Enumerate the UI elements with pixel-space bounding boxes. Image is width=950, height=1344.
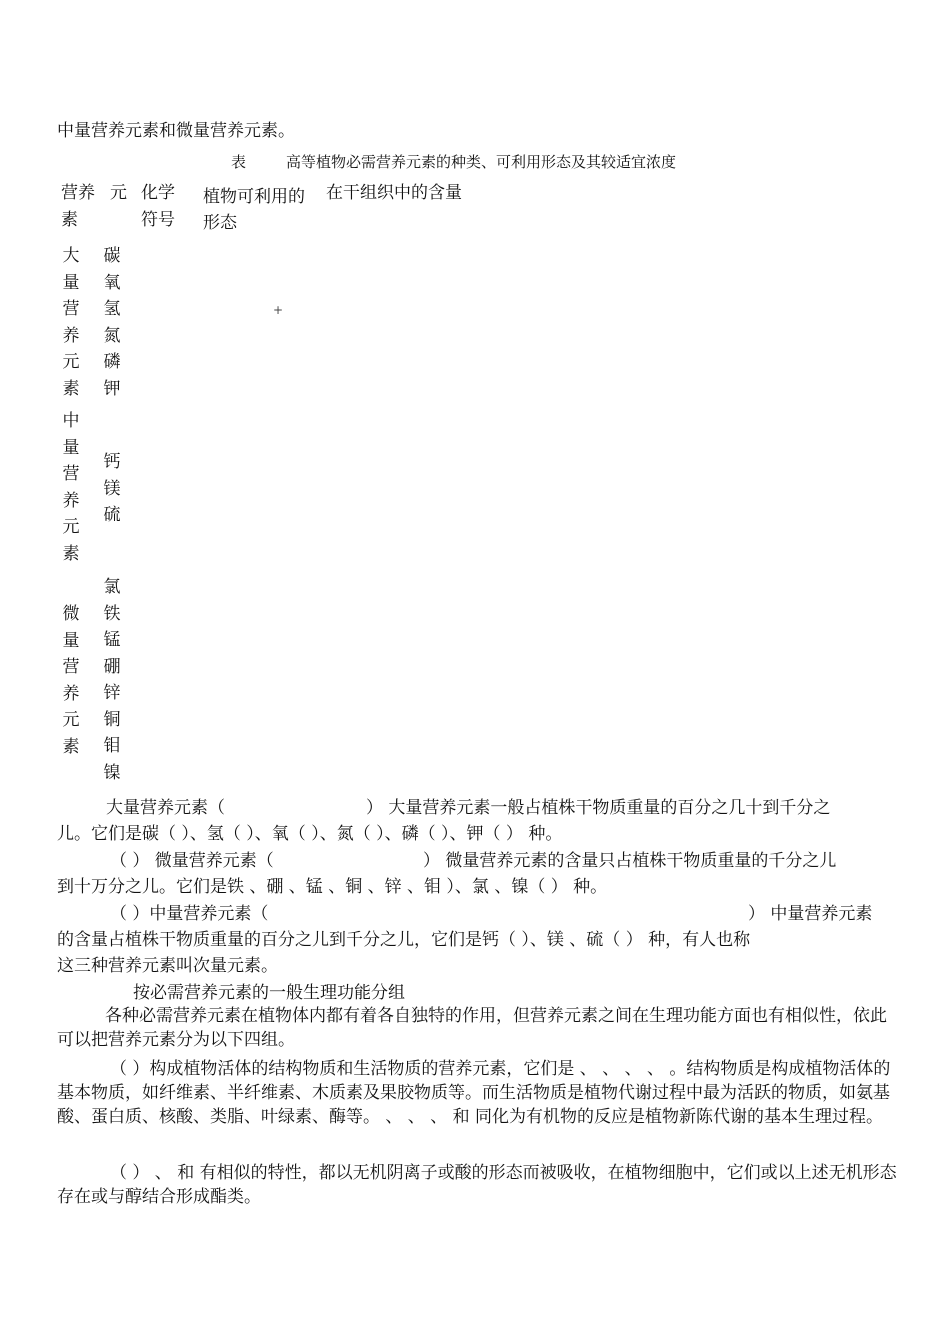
group-name-char: 养 xyxy=(62,683,80,704)
group-name-char: 元 xyxy=(62,517,80,537)
element-cell: 硫 xyxy=(103,505,121,525)
group-name-char: 元 xyxy=(62,352,80,372)
element-cell: 锰 xyxy=(103,630,121,650)
group-name-char: 量 xyxy=(62,437,80,458)
function-para-2: （ ）构成植物活体的结构物质和生活物质的营养元素，它们是 、 、 、 、 。结构物质是构成植物活体的基本物质，如纤维素、半纤维素、木质素及果胶物质等。而生活物质是植物代谢过程中最为活跃的物质，如氨基酸、蛋白质、核酸、类脂、叶绿素、酶等。 、 、 、 和 同化为有机物的反应是植物新陈代谢的基本生理过程。 xyxy=(57,1059,891,1127)
header-content: 在干组织中的含量 xyxy=(326,183,462,203)
medium-para-line1-a: （ ）中量营养元素（ xyxy=(110,904,269,924)
group-name-char: 营 xyxy=(62,299,80,319)
macro-para-line1-b: ） 大量营养元素一般占植株干物质重量的百分之几十到千分之 xyxy=(366,798,831,818)
element-cell: 锌 xyxy=(103,683,121,703)
element-cell: 铁 xyxy=(103,603,121,624)
macro-para-line2: 儿。它们是碳（ ）、氢（ ）、氧（ ）、氮（ ）、磷（ ）、钾（ ） 种。 xyxy=(57,824,563,844)
table-caption-title: 高等植物必需营养元素的种类、可利用形态及其较适宜浓度 xyxy=(286,153,677,171)
header-nutrient-line1: 营养 xyxy=(61,183,95,203)
macro-para-line1-a: 大量营养元素（ xyxy=(106,798,225,818)
medium-para-line2: 的含量占植株干物质重量的百分之儿到千分之儿，它们是钙（ ）、镁 、硫（ ） 种，有人也称 xyxy=(57,930,751,950)
header-form-line2: 形态 xyxy=(203,213,237,233)
group-name-char: 养 xyxy=(62,325,80,346)
group-name-micro xyxy=(60,601,82,760)
intro-line: 中量营养元素和微量营养元素。 xyxy=(57,121,295,141)
element-cell: 氧 xyxy=(103,272,121,293)
group-name-char: 素 xyxy=(62,543,80,564)
micro-para-line2: 到十万分之儿。它们是铁 、硼 、锰 、铜 、锌 、钼 ）、氯 、镍（ ） 种。 xyxy=(57,877,608,897)
element-cell: 钼 xyxy=(103,736,121,756)
element-cell: 钾 xyxy=(103,378,121,399)
header-element: 元 xyxy=(110,183,127,203)
group-name-char: 微 xyxy=(62,604,80,624)
group-name-medium xyxy=(60,408,82,567)
medium-para-line1-b: ） 中量营养元素 xyxy=(748,904,873,924)
function-para-1: 各种必需营养元素在植物体内都有着各自独特的作用，但营养元素之间在生理功能方面也有相似性，依此可以把营养元素分为以下四组。 xyxy=(57,1006,887,1050)
element-cell: 碳 xyxy=(103,246,121,266)
element-cell: 硼 xyxy=(103,656,121,677)
group-name-char: 营 xyxy=(62,464,80,484)
element-cell: 镍 xyxy=(103,762,121,783)
element-cell: 钙 xyxy=(103,452,121,472)
micro-para-line1-b: ） 微量营养元素的含量只占植株干物质重量的千分之儿 xyxy=(423,851,837,871)
group-name-char: 量 xyxy=(62,272,80,293)
element-cell: 氮 xyxy=(103,325,121,346)
group-name-char: 中 xyxy=(62,411,80,431)
group-elements-macro xyxy=(101,243,123,402)
element-cell: 氢 xyxy=(103,299,121,319)
medium-para-line3: 这三种营养元素叫次量元素。 xyxy=(57,956,278,976)
group-name-char: 养 xyxy=(62,490,80,511)
group-name-char: 营 xyxy=(62,657,80,677)
function-para-3: （ ） 、 和 有相似的特性，都以无机阴离子或酸的形态而被吸收，在植物细胞中，它们或以上述无机形态存在或与醇结合形成酯类。 xyxy=(57,1163,897,1207)
group-name-char: 量 xyxy=(62,630,80,651)
header-nutrient-line2: 素 xyxy=(61,210,78,230)
group-name-char: 素 xyxy=(62,736,80,757)
section-heading: 按必需营养元素的一般生理功能分组 xyxy=(133,983,405,1003)
plus-mark: + xyxy=(273,303,284,317)
group-name-macro xyxy=(60,243,82,402)
table-caption-label: 表 xyxy=(231,153,247,171)
element-cell: 铜 xyxy=(103,709,121,730)
header-form-line1: 植物可利用的 xyxy=(203,187,305,207)
element-cell: 氯 xyxy=(103,577,121,597)
micro-para-line1-a: （ ） 微量营养元素（ xyxy=(110,851,274,871)
group-elements-micro xyxy=(101,574,123,786)
group-name-char: 元 xyxy=(62,710,80,730)
header-symbol-line2: 符号 xyxy=(141,210,175,230)
group-elements-medium xyxy=(101,449,123,529)
group-name-char: 素 xyxy=(62,378,80,399)
element-cell: 镁 xyxy=(103,478,121,499)
header-symbol-line1: 化学 xyxy=(141,183,175,203)
group-name-char: 大 xyxy=(62,246,80,266)
element-cell: 磷 xyxy=(103,352,121,372)
